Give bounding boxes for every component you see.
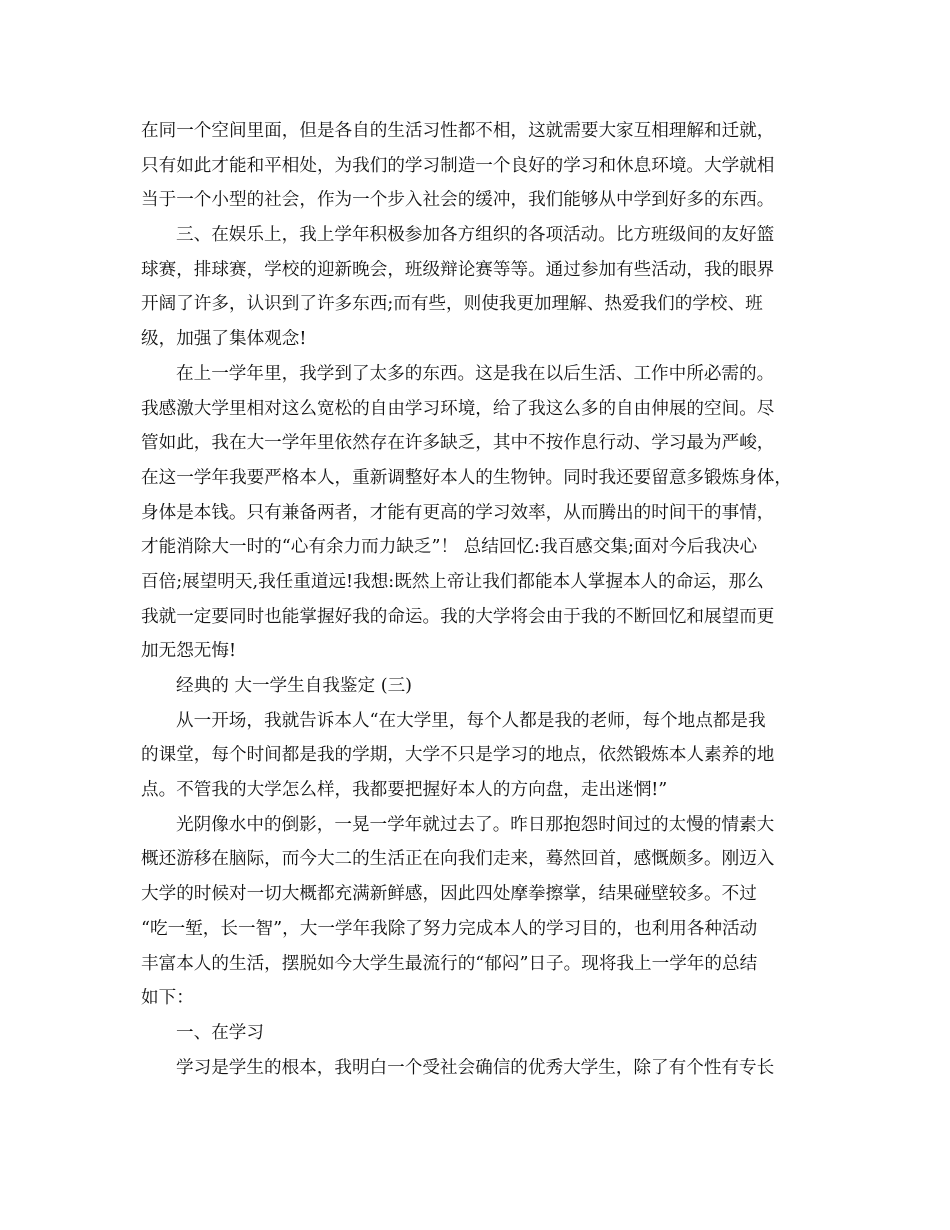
text-line: 在同一个空间里面，但是各自的生活习性都不相，这就需要大家互相理解和迁就，: [141, 121, 775, 141]
text-line: 在上一学年里，我学到了太多的东西。这是我在以后生活、工作中所必需的。: [176, 363, 775, 384]
text-line: 当于一个小型的社会，作为一个步入社会的缓冲，我们能够从中学到好多的东西。: [141, 190, 775, 211]
text-line: 的课堂，每个时间都是我的学期，大学不只是学习的地点，依然锻炼本人素养的地: [141, 745, 775, 766]
text-line: 开阔了许多，认识到了许多东西;而有些，则使我更加理解、热爱我们的学校、班: [141, 294, 763, 315]
document-body: [141, 114, 821, 1085]
text-line: 加无怨无悔!: [141, 641, 237, 662]
text-line: 我感激大学里相对这么宽松的自由学习环境，给了我这么多的自由伸展的空间。尽: [141, 398, 775, 419]
text-line: 光阴像水中的倒影，一晃一学年就过去了。昨日那抱怨时间过的太慢的情素大: [176, 814, 775, 835]
text-line: 管如此，我在大一学年里依然存在许多缺乏，其中不按作息行动、学习最为严峻，: [141, 433, 775, 454]
text-line: 只有如此才能和平相处，为我们的学习制造一个良好的学习和休息环境。大学就相: [141, 155, 775, 176]
text-line: 丰富本人的生活，摆脱如今大学生最流行的“郁闷”日子。现将我上一学年的总结: [141, 953, 758, 974]
text-line: 才能消除大一时的“心有余力而力缺乏”！ 总结回忆:我百感交集;面对今后我决心: [141, 537, 758, 558]
text-line: 在这一学年我要严格本人，重新调整好本人的生物钟。同时我还要留意多锻炼身体，: [141, 467, 792, 488]
text-line: 经典的 大一学生自我鉴定 (三): [176, 676, 413, 696]
text-line: 我就一定要同时也能掌握好我的命运。我的大学将会由于我的不断回忆和展望而更: [141, 606, 775, 627]
text-line: 级，加强了集体观念!: [141, 329, 307, 350]
text-line: 一、在学习: [176, 1022, 264, 1043]
text-line: 球赛，排球赛，学校的迎新晚会，班级辩论赛等等。通过参加有些活动，我的眼界: [141, 259, 775, 280]
text-line: 大学的时候对一切大概都充满新鲜感，因此四处摩拳擦掌，结果碰壁较多。不过: [141, 884, 757, 905]
text-line: 概还游移在脑际，而今大二的生活正在向我们走来，蓦然回首，感慨颇多。刚迈入: [141, 849, 775, 870]
text-line: 从一开场，我就告诉本人“在大学里，每个人都是我的老师，每个地点都是我: [176, 710, 766, 731]
text-line: “吃一堑，长一智”，大一学年我除了努力完成本人的学习目的，也利用各种活动: [141, 918, 758, 939]
text-line: 百倍;展望明天,我任重道远!我想:既然上帝让我们都能本人掌握本人的命运，那么: [141, 571, 764, 592]
text-line: 点。不管我的大学怎么样，我都要把握好本人的方向盘，走出迷惘!”: [141, 780, 668, 801]
text-line: 如下：: [141, 988, 194, 1009]
text-line: 学习是学生的根本，我明白一个受社会确信的优秀大学生，除了有个性有专长: [176, 1057, 775, 1078]
text-line: 三、在娱乐上，我上学年积极参加各方组织的各项活动。比方班级间的友好篮: [176, 225, 775, 246]
text-line: 身体是本钱。只有兼备两者，才能有更高的学习效率，从而腾出的时间干的事情，: [141, 502, 775, 523]
